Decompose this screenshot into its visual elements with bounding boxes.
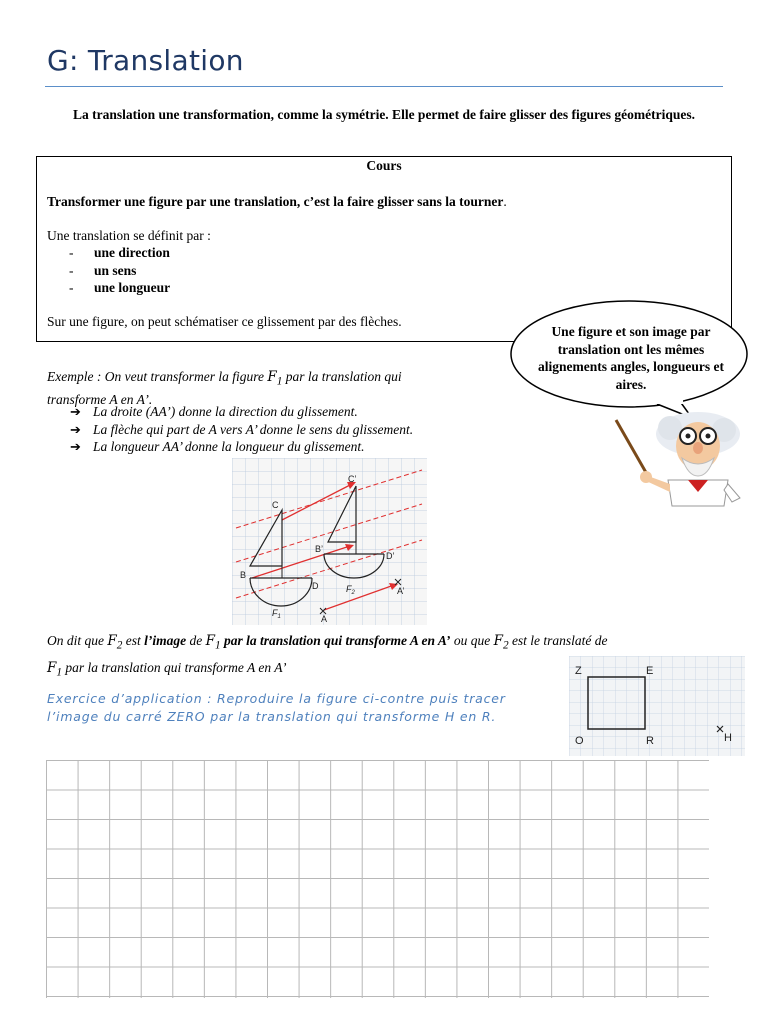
page-title: G: Translation [47, 44, 244, 77]
definition-paragraph: On dit que $F_2$ est l’image de $F_1$ par la translation qui transforme A en A’ ou que $F_2$ est le translaté de $F_1$ par la translation qui transforme A en A’ [47, 633, 608, 679]
example-points [70, 403, 413, 456]
bubble-text: Une figure et son image par translation ont les mêmes alignements angles, longueurs et aires. [537, 324, 724, 392]
label-R: R [646, 735, 654, 747]
definition-bold: Transformer une figure par une translation, c’est la faire glisser sans la tourner [47, 194, 504, 209]
label-Cp: C’ [348, 474, 357, 484]
translation-figure [232, 458, 427, 625]
label-E: E [646, 665, 654, 677]
intro-text: La translation une transformation, comme la symétrie. Elle permet de faire glisser des figures géométriques. [72, 107, 695, 122]
label-D: D [312, 581, 319, 591]
label-Dp: D’ [386, 551, 395, 561]
title-rule [45, 86, 723, 87]
list-item: ➔ La longueur AA’ donne la longueur du glissement. [70, 439, 365, 454]
exercise-line-2: l’image du carré ZERO par la translation qui transforme H en R. [47, 709, 497, 724]
label-Z: Z [575, 665, 582, 677]
label-O: O [575, 735, 584, 747]
label-A: A [321, 614, 328, 624]
exercise-text [47, 690, 506, 726]
example-line-2: transforme A en A’. [47, 391, 153, 407]
label-F2: $F_2$ [346, 584, 355, 596]
label-B: B [240, 570, 247, 580]
label-F1: $F_1$ [272, 608, 281, 620]
label-H: H [724, 732, 732, 744]
drawing-grid [46, 760, 709, 998]
list-item: - un sens [69, 262, 137, 278]
cours-list [69, 244, 170, 297]
label-Bp: B’ [315, 544, 324, 554]
list-item: - une direction [69, 245, 170, 260]
cours-heading: Cours [366, 158, 402, 173]
arrow-right-icon: ➔ [70, 421, 81, 437]
cours-defined-by: Une translation se définit par : [47, 228, 211, 243]
arrow-right-icon: ➔ [70, 404, 81, 419]
list-item: ➔ La flèche qui part de A vers A’ donne le sens du glissement. [70, 421, 414, 437]
label-Ap: A’ [397, 586, 405, 596]
list-item: ➔ La droite (AA’) donne la direction du glissement. [70, 404, 358, 419]
cours-definition [47, 193, 507, 210]
arrow-right-icon: ➔ [70, 439, 81, 454]
definition-end: . [503, 194, 507, 209]
example-line-1: Exemple : On veut transformer la figure $F_1$ par la translation qui [47, 369, 402, 388]
square-figure [569, 656, 745, 756]
list-item: - une longueur [69, 280, 171, 295]
cours-schema: Sur une figure, on peut schématiser ce glissement par des flèches. [47, 314, 402, 329]
professor-icon [612, 406, 750, 510]
exercise-line-1: Exercice d’application : Reproduire la figure ci-contre puis tracer [47, 691, 506, 706]
label-C: C [272, 500, 279, 510]
